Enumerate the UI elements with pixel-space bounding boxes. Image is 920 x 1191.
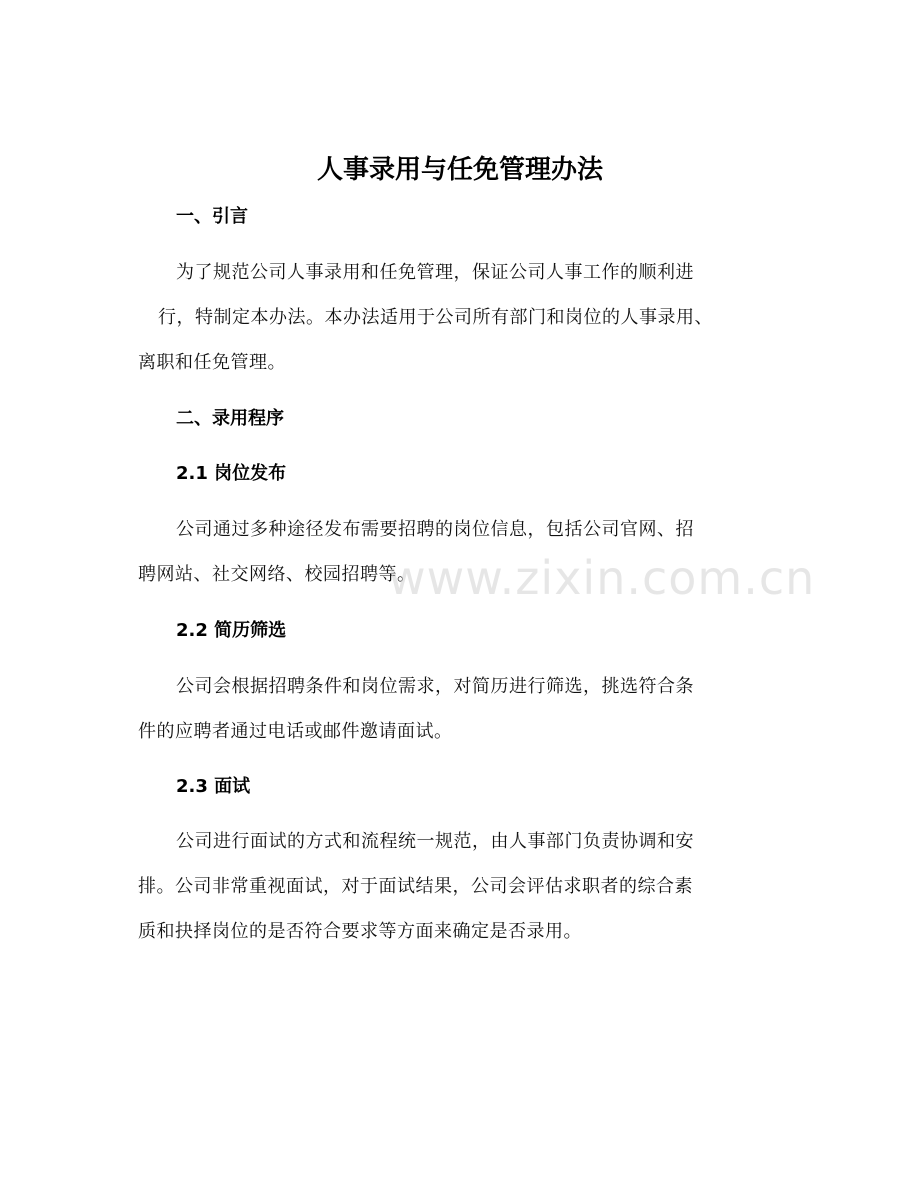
paragraph-line: 行，特制定本办法。本办法适用于公司所有部门和岗位的人事录用、 [158,307,713,328]
paragraph-line: 件的应聘者通过电话或邮件邀请面试。 [138,721,453,742]
paragraph-line: 为了规范公司人事录用和任免管理，保证公司人事工作的顺利进 [176,262,694,283]
subsection-heading-resume-screening: 2.2 简历筛选 [176,620,287,641]
paragraph-interview [138,819,770,954]
document-title: 人事录用与任免管理办法 [316,155,603,185]
paragraph-line: 公司通过多种途径发布需要招聘的岗位信息，包括公司官网、招 [176,519,694,540]
section-heading-intro: 一、引言 [176,206,248,227]
paragraph-line: 排。公司非常重视面试，对于面试结果，公司会评估求职者的综合素 [138,876,693,897]
paragraph-line: 公司会根据招聘条件和岗位需求，对简历进行筛选，挑选符合条 [176,676,694,697]
subsection-heading-job-posting: 2.1 岗位发布 [176,463,287,484]
watermark-text: www.zixin.com.cn [388,551,816,605]
paragraph-job-posting [138,507,770,597]
section-heading-recruitment: 二、录用程序 [176,408,284,429]
paragraph-line: 质和抉择岗位的是否符合要求等方面来确定是否录用。 [138,921,582,942]
paragraph-intro [138,250,770,385]
paragraph-resume-screening [138,664,770,754]
paragraph-line: 公司进行面试的方式和流程统一规范，由人事部门负责协调和安 [176,831,694,852]
paragraph-line: 聘网站、社交网络、校园招聘等。 [138,564,416,585]
paragraph-line: 离职和任免管理。 [138,352,286,373]
subsection-heading-interview: 2.3 面试 [176,776,251,797]
